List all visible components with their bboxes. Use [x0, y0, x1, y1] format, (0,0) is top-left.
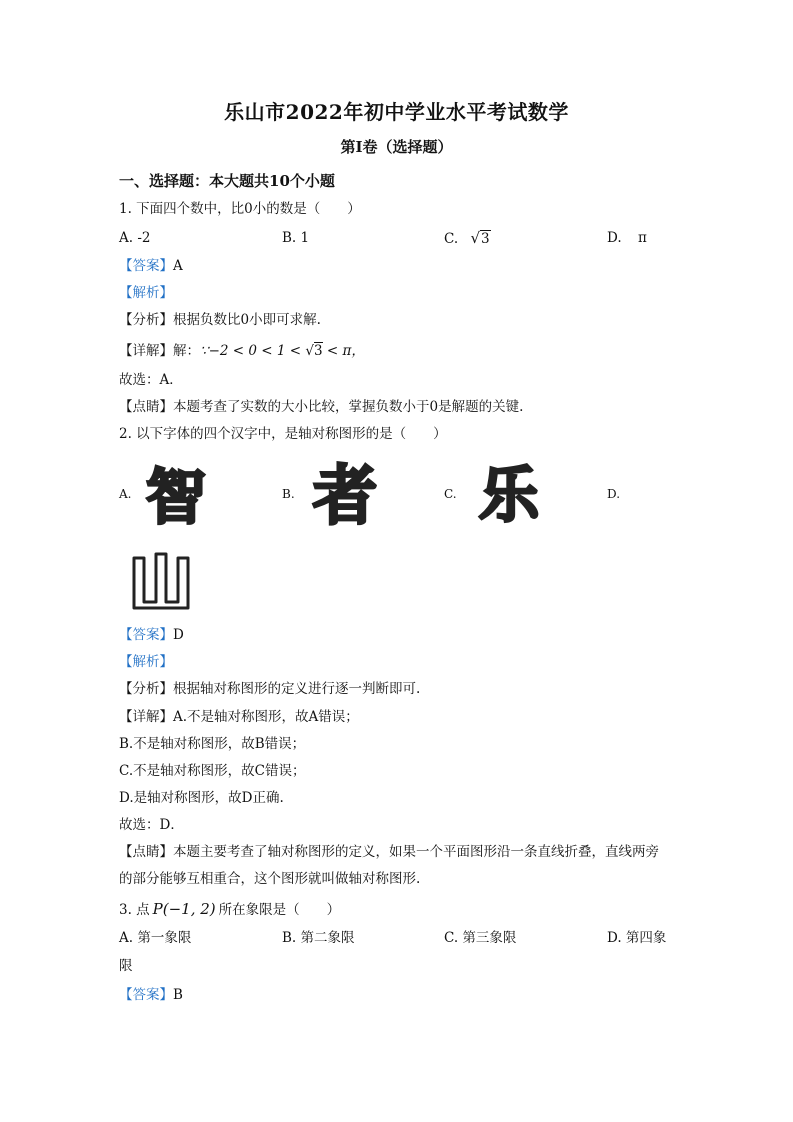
q1-option-c-sqrt: √3	[470, 229, 490, 247]
q3-point: P(−1, 2)	[152, 900, 216, 918]
q2-detail-a	[119, 707, 359, 727]
q1-choose: 故选：A．	[119, 372, 183, 388]
q3-option-b: B. 第二象限	[282, 930, 355, 946]
q1-answer	[119, 256, 183, 276]
answer-tag: 【答案】	[119, 987, 173, 1003]
fenxi-text: 根据负数比0小即可求解.	[173, 312, 321, 328]
q1-analysis	[119, 283, 173, 303]
q1-option-c-label: C.	[444, 231, 459, 247]
q2-option-b-label: B.	[282, 487, 295, 501]
q2-option-c-glyph	[474, 458, 544, 528]
detail-sqrt: √3	[305, 343, 323, 359]
q3-option-d-wrap: 限	[119, 958, 133, 974]
q2-analysis	[119, 652, 173, 672]
q2-option-a-label: A.	[119, 487, 132, 501]
q1-detail	[119, 341, 365, 361]
q2-stem: 2. 以下字体的四个汉字中，是轴对称图形的是（ ）	[119, 426, 447, 442]
q1-fenxi	[119, 310, 321, 330]
detail-tail: < π，	[322, 343, 365, 359]
section-heading: 一、选择题：本大题共10个小题	[119, 172, 335, 190]
shan-char-shape	[134, 554, 188, 608]
q1-option-c-radicand: 3	[481, 231, 490, 247]
q2-option-b-char: 者	[313, 460, 377, 530]
fenxi-tag: 【分析】	[119, 681, 173, 697]
q2-option-c-char: 乐	[479, 461, 539, 528]
answer-tag: 【答案】	[119, 258, 173, 274]
page-title: 乐山市2022年初中学业水平考试数学	[224, 100, 569, 124]
q2-comment-cont: 的部分能够互相重合，这个图形就叫做轴对称图形.	[119, 871, 421, 887]
q1-option-b: B. 1	[282, 230, 310, 246]
q1-comment	[119, 397, 523, 417]
q3-stem-prefix: 3. 点	[119, 902, 150, 918]
answer-tag: 【答案】	[119, 627, 173, 643]
comment-text: 本题主要考查了轴对称图形的定义，如果一个平面图形沿一条直线折叠，直线两旁	[173, 844, 659, 860]
q3-option-c: C. 第三象限	[444, 930, 517, 946]
analysis-tag: 【解析】	[119, 654, 173, 670]
q1-option-c	[444, 228, 491, 249]
comment-tag: 【点睛】	[119, 844, 173, 860]
q2-option-c-label: C.	[444, 487, 457, 501]
q2-fenxi	[119, 679, 420, 699]
comment-tag: 【点睛】	[119, 399, 173, 415]
detail-tag: 【详解】	[119, 343, 173, 359]
q2-option-d-glyph	[130, 552, 196, 614]
q1-option-d-value: π	[637, 230, 647, 246]
fenxi-tag: 【分析】	[119, 312, 173, 328]
q2-detail-c: C.不是轴对称图形，故C错误；	[119, 763, 306, 779]
q3-option-d: D. 第四象	[607, 930, 667, 946]
answer-value: B	[173, 987, 183, 1003]
q2-answer	[119, 625, 184, 645]
q2-choose: 故选：D．	[119, 817, 184, 833]
answer-value: D	[173, 627, 184, 643]
answer-value: A	[173, 258, 183, 274]
q3-answer	[119, 985, 183, 1005]
q2-detail-d: D.是轴对称图形，故D正确.	[119, 790, 284, 806]
detail-math: ∵−2 < 0 < 1 <	[200, 343, 306, 359]
fenxi-text: 根据轴对称图形的定义进行逐一判断即可.	[173, 681, 421, 697]
q1-stem: 1. 下面四个数中，比0小的数是（ ）	[119, 201, 361, 217]
detail-prefix: 解：	[173, 343, 200, 359]
q2-option-a-glyph	[141, 460, 211, 530]
analysis-tag: 【解析】	[119, 285, 173, 301]
q3-stem-suffix: 所在象限是（ ）	[218, 902, 341, 918]
paper-part-title: 第Ⅰ卷（选择题）	[340, 138, 453, 156]
detail-radicand: 3	[313, 343, 323, 359]
q1-option-a: A. -2	[119, 230, 151, 246]
q2-option-b-glyph	[308, 456, 382, 530]
detail-tag: 【详解】	[119, 709, 173, 725]
q3-stem	[119, 899, 340, 920]
q1-option-d-label: D.	[607, 230, 622, 246]
q2-comment	[119, 842, 659, 862]
detail-line: A.不是轴对称图形，故A错误；	[173, 709, 359, 725]
q3-option-a: A. 第一象限	[119, 930, 192, 946]
q2-option-a-char: 智	[146, 463, 206, 530]
q2-detail-b: B.不是轴对称图形，故B错误；	[119, 736, 306, 752]
comment-text: 本题考查了实数的大小比较，掌握负数小于0是解题的关键.	[173, 399, 524, 415]
q2-option-d-label: D.	[607, 487, 621, 501]
q1-option-d	[607, 228, 647, 248]
